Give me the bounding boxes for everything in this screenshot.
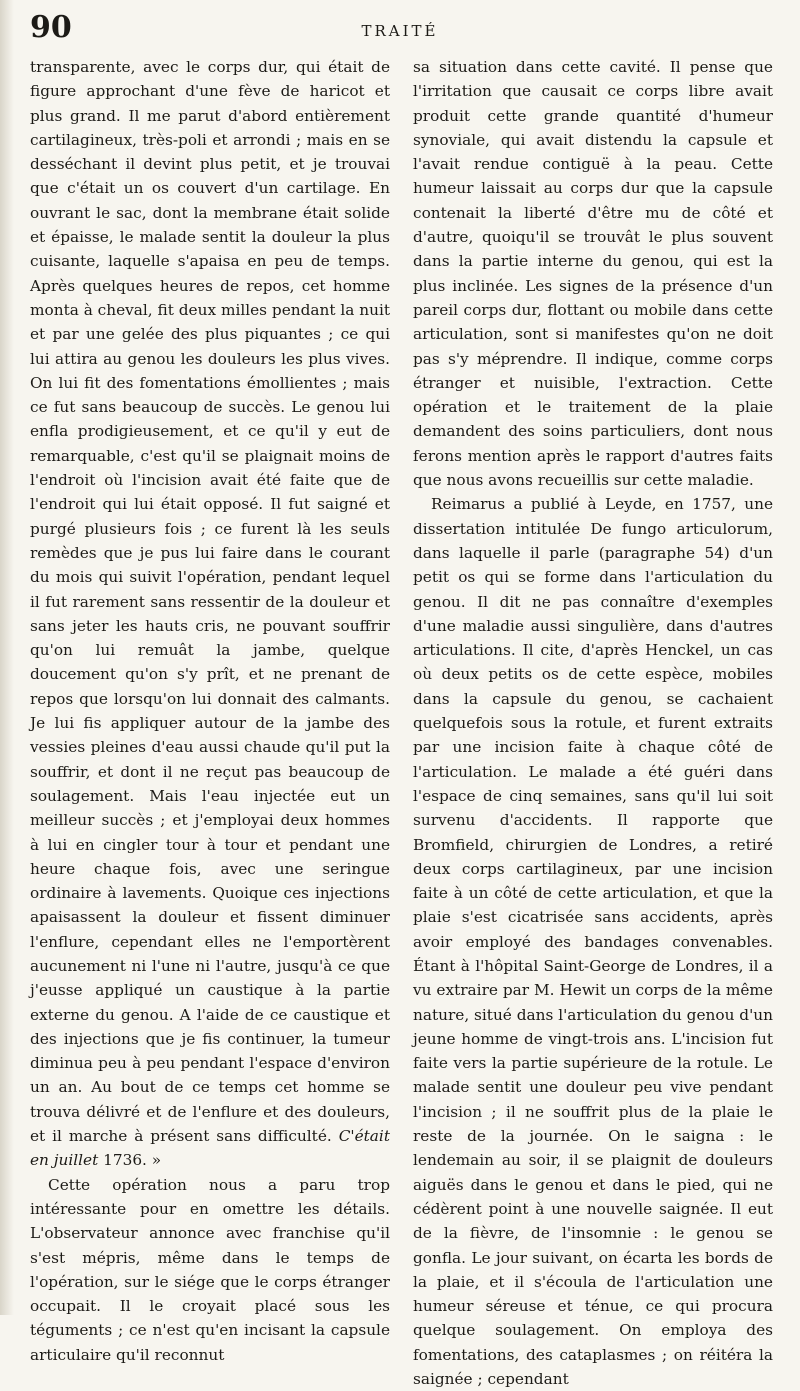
page-edge-shadow <box>0 0 14 1315</box>
left-paragraph-1 <box>30 55 390 1173</box>
left-column <box>30 55 390 1367</box>
page-number: 90 <box>30 10 72 45</box>
right-column <box>413 55 773 1391</box>
right-paragraph-1: sa situation dans cette cavité. Il pense que l'irritation que causait ce corps libre avait produit cette grande quantité d'humeur synoviale, qui avait distendu la capsule et l'avait rendue contiguë à la peau. Cette humeur laissait au corps dur que la capsule contenait la liberté d'être mu de côté et d'autre, quoiqu'il se trouvât le plus souvent dans la partie interne du genou, qui est la plus inclinée. Les signes de la présence d'un pareil corps dur, flottant ou mobile dans cette articulation, sont si manifestes qu'on ne doit pas s'y méprendre. Il indique, comme corps étranger et nuisible, l'extraction. Cette opération et le traitement de la plaie demandent des soins particuliers, dont nous ferons mention après le rapport d'autres faits que nous avons recueillis sur cette maladie. <box>413 58 773 490</box>
right-paragraph-2: Reimarus a publié à Leyde, en 1757, une dissertation intitulée De fungo articulorum, dans laquelle il parle (paragraphe 54) d'un petit os qui se forme dans l'articulation du genou. Il dit ne pas connaître d'exemples d'une maladie aussi singulière, dans d'autres articulations. Il cite, d'après Henckel, un cas où deux petits os de cette espèce, mobiles dans la capsule du genou, se cachaient quelquefois sous la rotule, et furent extraits par une incision faite à chaque côté de l'articulation. Le malade a été guéri dans l'espace de cinq semaines, sans qu'il lui soit survenu d'accidents. Il rapporte que Bromfield, chirurgien de Londres, a retiré deux corps cartilagineux, par une incision faite à un côté de cette articulation, et que la plaie s'est cicatrisée sans accidents, après avoir employé des bandages convenables. Étant à l'hôpital Saint-George de Londres, il a vu extraire par M. Hewit un corps de la même nature, situé dans l'articulation du genou d'un jeune homme de vingt-trois ans. L'incision fut faite vers la partie supérieure de la rotule. Le malade sentit une douleur peu vive pendant l'incision ; il ne souffrit plus de la plaie le reste de la journée. On le saigna : le lendemain au soir, il se plaignit de douleurs aiguës dans le genou et dans le pied, qui ne cédèrent point à une nouvelle saignée. Il eut de la fièvre, de l'insomnie : le genou se gonfla. Le jour suivant, on écarta les bords de la plaie, et il s'écoula de l'articulation une humeur séreuse et ténue, ce qui procura quelque soulagement. On employa des fomentations, des cataplasmes ; on réitéra la saignée ; cependant <box>413 495 773 1389</box>
left-paragraph-2: Cette opération nous a paru trop intéressante pour en omettre les détails. L'observateur annonce avec franchise qu'il s'est mépris, même dans le temps de l'opération, sur le siége que le corps étranger occupait. Il le croyait placé sous les téguments ; ce n'est qu'en incisant la capsule articulaire qu'il reconnut <box>30 1175 390 1364</box>
running-title: TRAITÉ <box>361 22 439 40</box>
quote-date-year: 1736. » <box>103 1151 162 1170</box>
quote-date-prefix: C'était en juillet <box>30 1127 390 1170</box>
left-paragraph-1-text: transparente, avec le corps dur, qui était de figure approchant d'une fève de haricot et plus grand. Il me parut d'abord entièrement cartilagineux, très-poli et arrondi ; mais en se desséchant il devint plus petit, et je trouvai que c'était un os couvert d'un cartilage. En ouvrant le sac, dont la membrane était solide et épaisse, le malade sentit la douleur la plus cuisante, laquelle s'apaisa en peu de temps. Après quelques heures de repos, cet homme monta à cheval, fit deux milles pendant la nuit et par une gelée des plus piquantes ; ce qui lui attira au genou les douleurs les plus vives. On lui fit des fomentations émollientes ; mais ce fut sans beaucoup de succès. Le genou lui enfla prodigieusement, et ce qu'il y eut de remarquable, c'est qu'il se plaignait moins de l'endroit où l'incision avait été faite que de l'endroit qui lui était opposé. Il fut saigné et purgé plusieurs fois ; ce furent là les seuls remèdes que je pus lui faire dans le courant du mois qui suivit l'opération, pendant lequel il fut rarement sans ressentir de la douleur et sans jeter les hauts cris, ne pouvant souffrir qu'on lui remuât la jambe, quelque doucement qu'on s'y prît, et ne prenant de repos que lorsqu'on lui donnait des calmants. Je lui fis appliquer autour de la jambe des vessies pleines d'eau aussi chaude qu'il put la souffrir, et dont il ne reçut pas beaucoup de soulagement. Mais l'eau injectée eut un meilleur succès ; et j'employai deux hommes à lui en cingler tour à tour et pendant une heure chaque fois, avec une seringue ordinaire à lavements. Quoique ces injections apaisassent la douleur et fissent diminuer l'enflure, cependant elles ne l'emportèrent aucunement ni l'une ni l'autre, jusqu'à ce que j'eusse appliqué un caustique à la partie externe du genou. A l'aide de ce caustique et des injections que je fis continuer, la tumeur diminua peu à peu pendant l'espace d'environ un an. Au bout de ce temps cet homme se trouva délivré et de l'enflure et des douleurs, et il marche à présent sans difficulté. <box>30 58 390 1146</box>
